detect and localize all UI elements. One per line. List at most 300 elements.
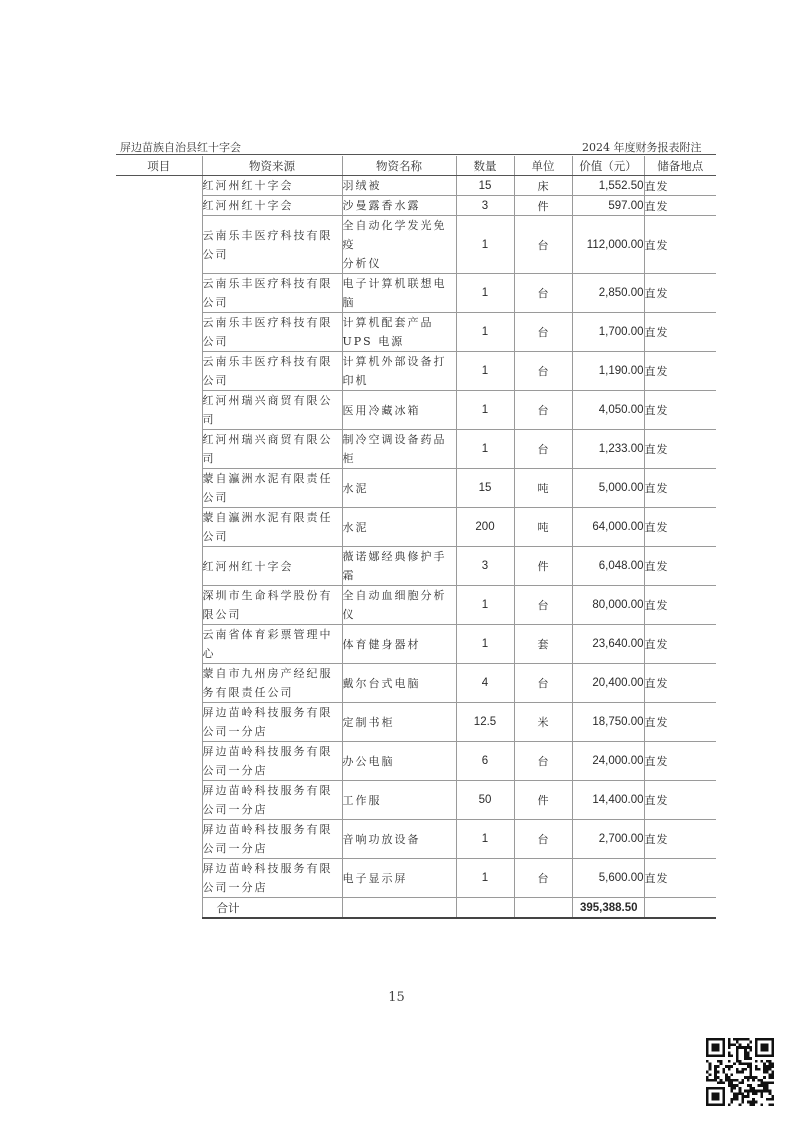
qr-module: [771, 1062, 774, 1065]
qr-module: [769, 1062, 772, 1065]
qr-module: [752, 1090, 755, 1093]
cell-line: 务有限责任公司: [202, 686, 294, 699]
qr-module: [766, 1071, 769, 1074]
qr-module: [766, 1082, 769, 1085]
total-empty-cell: [342, 898, 456, 919]
qr-module: [744, 1068, 747, 1071]
qr-module: [755, 1065, 758, 1068]
cell-line: 公司一分店: [202, 725, 268, 738]
qr-module: [744, 1095, 747, 1098]
cell-line: 公司: [202, 247, 229, 261]
item-cell: [116, 352, 202, 391]
source-cell: [202, 196, 342, 216]
quantity-cell: 1: [456, 820, 514, 859]
storage-location-cell: 直发: [644, 859, 716, 898]
quantity-cell: 1: [456, 625, 514, 664]
quantity-cell: 1: [456, 216, 514, 274]
qr-module: [714, 1071, 717, 1074]
cell-line: 云南省体育彩票管理中: [202, 628, 333, 641]
cell-line: 定制书柜: [342, 715, 395, 729]
qr-module: [766, 1098, 769, 1101]
unit-cell: 台: [514, 274, 572, 313]
qr-module: [728, 1076, 731, 1079]
cell-line: 计算机外部设备打: [342, 355, 447, 368]
cell-line: 红河州红十字会: [202, 199, 294, 212]
cell-line: 全自动化学发光免疫: [342, 219, 447, 251]
value-cell: 80,000.00: [572, 586, 644, 625]
qr-module: [711, 1043, 719, 1051]
item-cell: [116, 313, 202, 352]
unit-cell: 床: [514, 176, 572, 196]
material-name-cell: [342, 391, 456, 430]
qr-module: [744, 1090, 747, 1093]
storage-location-cell: 直发: [644, 508, 716, 547]
qr-module: [728, 1046, 731, 1049]
qr-module: [717, 1076, 720, 1079]
cell-line: 红河州红十字会: [202, 179, 294, 192]
qr-module: [733, 1062, 736, 1065]
material-name-cell: [342, 820, 456, 859]
cell-line: 云南乐丰医疗科技有限: [202, 228, 333, 242]
cell-line: UPS 电源: [342, 335, 405, 348]
cell-line: 戴尔台式电脑: [342, 676, 421, 690]
value-cell: 1,233.00: [572, 430, 644, 469]
unit-cell: 台: [514, 391, 572, 430]
table-row: [116, 586, 716, 625]
qr-module: [744, 1052, 747, 1055]
qr-module: [730, 1054, 733, 1057]
qr-module: [728, 1043, 731, 1046]
storage-location-cell: 直发: [644, 625, 716, 664]
qr-module: [728, 1068, 731, 1071]
qr-module: [728, 1082, 731, 1085]
qr-module: [739, 1060, 742, 1063]
storage-location-cell: 直发: [644, 820, 716, 859]
table-header-row: [116, 156, 716, 176]
qr-module: [760, 1103, 763, 1106]
qr-module: [717, 1071, 720, 1074]
item-cell: [116, 625, 202, 664]
cell-line: 水泥: [342, 520, 369, 534]
item-cell: [116, 703, 202, 742]
table-row: [116, 781, 716, 820]
storage-location-cell: 直发: [644, 391, 716, 430]
qr-module: [736, 1098, 739, 1101]
unit-cell: 台: [514, 664, 572, 703]
cell-line: 公司一分店: [202, 881, 268, 894]
qr-module: [758, 1079, 761, 1082]
item-cell: [116, 391, 202, 430]
total-item-cell: [116, 898, 202, 919]
table-row: [116, 352, 716, 391]
qr-module: [750, 1084, 753, 1087]
qr-module: [750, 1046, 753, 1049]
cell-line: 心: [202, 647, 216, 660]
qr-module: [730, 1065, 733, 1068]
source-cell: [202, 216, 342, 274]
cell-line: 红河州瑞兴商贸有限公: [202, 433, 333, 446]
storage-location-cell: 直发: [644, 781, 716, 820]
quantity-cell: 3: [456, 547, 514, 586]
material-name-cell: [342, 625, 456, 664]
material-name-cell: [342, 469, 456, 508]
qr-module: [706, 1054, 725, 1057]
qr-module: [747, 1038, 750, 1041]
qr-module: [760, 1082, 763, 1085]
source-cell: [202, 820, 342, 859]
column-header: 价值（元）: [572, 156, 644, 176]
qr-module: [752, 1076, 755, 1079]
cell-line: 限公司: [202, 608, 242, 621]
qr-module: [736, 1092, 739, 1095]
qr-module: [769, 1068, 772, 1071]
qr-module: [717, 1065, 720, 1068]
material-name-cell: [342, 508, 456, 547]
cell-line: 羽绒被: [342, 179, 382, 192]
header-org-name: 屏边苗族自治县红十字会: [120, 141, 241, 154]
qr-module: [771, 1038, 774, 1057]
qr-module: [741, 1071, 744, 1074]
source-cell: [202, 781, 342, 820]
qr-module: [771, 1095, 774, 1098]
table-body: [116, 176, 716, 898]
qr-module: [706, 1071, 709, 1074]
qr-module: [760, 1090, 763, 1093]
qr-module: [763, 1068, 766, 1071]
qr-module: [709, 1079, 712, 1082]
qr-module: [766, 1060, 769, 1063]
qr-module: [733, 1098, 736, 1101]
unit-cell: 件: [514, 547, 572, 586]
unit-cell: 台: [514, 430, 572, 469]
cell-line: 水泥: [342, 481, 369, 495]
cell-line: 公司一分店: [202, 803, 268, 816]
qr-module: [717, 1082, 720, 1085]
item-cell: [116, 508, 202, 547]
quantity-cell: 1: [456, 313, 514, 352]
source-cell: [202, 508, 342, 547]
qr-module: [763, 1062, 766, 1065]
qr-module: [730, 1073, 733, 1076]
qr-module: [733, 1079, 736, 1082]
total-label: 合计: [202, 898, 342, 919]
qr-module: [728, 1065, 731, 1068]
material-name-cell: [342, 274, 456, 313]
qr-module: [758, 1068, 761, 1071]
qr-module: [755, 1038, 758, 1057]
qr-module: [771, 1082, 774, 1085]
qr-module: [733, 1087, 736, 1090]
storage-location-cell: 直发: [644, 430, 716, 469]
qr-module: [747, 1043, 750, 1046]
qr-module: [747, 1062, 750, 1065]
qr-module: [739, 1062, 742, 1065]
source-cell: [202, 859, 342, 898]
table-row: [116, 508, 716, 547]
qr-module: [771, 1065, 774, 1068]
qr-module: [763, 1084, 766, 1087]
qr-module: [736, 1052, 739, 1055]
qr-module: [722, 1071, 725, 1074]
donated-materials-table: [116, 156, 716, 919]
qr-module: [725, 1073, 728, 1076]
page-number: 15: [388, 990, 405, 1005]
qr-module: [706, 1060, 709, 1063]
qr-module: [769, 1076, 772, 1079]
qr-module: [750, 1049, 753, 1052]
cell-line: 云南乐丰医疗科技有限: [202, 277, 333, 290]
table-row: [116, 274, 716, 313]
qr-module: [750, 1073, 753, 1076]
qr-module: [747, 1076, 750, 1079]
qr-module: [725, 1076, 728, 1079]
value-cell: 18,750.00: [572, 703, 644, 742]
item-cell: [116, 742, 202, 781]
qr-module: [739, 1038, 742, 1041]
qr-module: [750, 1041, 753, 1044]
qr-module: [769, 1060, 772, 1063]
table-row: [116, 859, 716, 898]
cell-line: 音响功放设备: [342, 832, 421, 846]
value-cell: 5,600.00: [572, 859, 644, 898]
source-cell: [202, 742, 342, 781]
qr-module: [736, 1095, 739, 1098]
qr-module: [747, 1101, 750, 1104]
item-cell: [116, 664, 202, 703]
unit-cell: 台: [514, 742, 572, 781]
qr-module: [744, 1057, 747, 1060]
qr-module: [750, 1057, 753, 1060]
qr-module: [720, 1079, 723, 1082]
qr-module: [766, 1090, 769, 1093]
qr-module: [750, 1062, 753, 1065]
qr-module: [755, 1101, 758, 1104]
source-cell: [202, 703, 342, 742]
qr-module: [750, 1065, 753, 1068]
qr-module: [739, 1090, 742, 1093]
qr-module: [739, 1071, 742, 1074]
qr-module: [769, 1098, 772, 1101]
qr-module: [769, 1092, 772, 1095]
cell-line: 公司: [202, 296, 229, 309]
cell-line: 制冷空调设备药品: [342, 433, 447, 446]
cell-line: 公司: [202, 374, 229, 387]
qr-module: [722, 1038, 725, 1057]
table-row: [116, 820, 716, 859]
qr-module: [750, 1068, 753, 1071]
qr-module: [739, 1046, 742, 1049]
unit-cell: 台: [514, 820, 572, 859]
qr-module: [747, 1057, 750, 1060]
qr-module: [736, 1057, 739, 1060]
qr-module: [755, 1076, 758, 1079]
storage-location-cell: 直发: [644, 313, 716, 352]
total-empty-cell: [456, 898, 514, 919]
qr-module: [766, 1087, 769, 1090]
quantity-cell: 15: [456, 176, 514, 196]
qr-module: [733, 1095, 736, 1098]
qr-module: [739, 1087, 742, 1090]
qr-module: [730, 1079, 733, 1082]
qr-module: [771, 1098, 774, 1101]
value-cell: 2,850.00: [572, 274, 644, 313]
cell-line: 公司: [202, 335, 229, 348]
quantity-cell: 1: [456, 586, 514, 625]
table-row: [116, 547, 716, 586]
item-cell: [116, 820, 202, 859]
cell-line: 沙曼露香水露: [342, 199, 421, 212]
qr-module: [771, 1071, 774, 1074]
total-empty-cell: [514, 898, 572, 919]
qr-module: [709, 1068, 712, 1071]
qr-module: [758, 1090, 761, 1093]
qr-module: [755, 1054, 774, 1057]
qr-module: [728, 1052, 731, 1055]
qr-module: [771, 1076, 774, 1079]
qr-module: [755, 1060, 758, 1063]
column-header: 数量: [456, 156, 514, 176]
total-value: 395,388.50: [572, 898, 644, 919]
qr-module: [709, 1073, 712, 1076]
unit-cell: 台: [514, 352, 572, 391]
qr-module: [750, 1071, 753, 1074]
qr-module: [733, 1092, 736, 1095]
header-report-title: 2024 年度财务报表附注: [582, 141, 702, 154]
qr-module: [725, 1079, 728, 1082]
column-header: 单位: [514, 156, 572, 176]
qr-module: [741, 1046, 744, 1049]
cell-line: 分析仪: [342, 257, 382, 270]
qr-module: [711, 1079, 714, 1082]
qr-module: [733, 1043, 736, 1046]
qr-module: [730, 1090, 733, 1093]
item-cell: [116, 586, 202, 625]
cell-line: 工作服: [342, 793, 382, 807]
qr-module: [728, 1054, 731, 1057]
source-cell: [202, 391, 342, 430]
source-cell: [202, 586, 342, 625]
qr-module: [714, 1065, 717, 1068]
unit-cell: 件: [514, 196, 572, 216]
column-header: 储备地点: [644, 156, 716, 176]
cell-line: 霜: [342, 569, 356, 582]
source-cell: [202, 430, 342, 469]
qr-module: [755, 1090, 758, 1093]
qr-module: [752, 1101, 755, 1104]
table-row: [116, 391, 716, 430]
quantity-cell: 1: [456, 859, 514, 898]
qr-module: [760, 1092, 763, 1095]
table-row: [116, 216, 716, 274]
qr-module: [739, 1092, 742, 1095]
qr-module: [760, 1079, 763, 1082]
qr-module: [730, 1098, 733, 1101]
material-name-cell: [342, 313, 456, 352]
cell-line: 云南乐丰医疗科技有限: [202, 355, 333, 368]
cell-line: 电子计算机联想电: [342, 277, 447, 290]
qr-module: [728, 1038, 731, 1041]
qr-module: [736, 1068, 739, 1071]
cell-line: 电子显示屏: [342, 871, 408, 885]
storage-location-cell: 直发: [644, 664, 716, 703]
qr-module: [722, 1087, 725, 1106]
cell-line: 柜: [342, 452, 356, 465]
table-row: [116, 430, 716, 469]
cell-line: 云南乐丰医疗科技有限: [202, 316, 333, 329]
qr-module: [750, 1090, 753, 1093]
qr-module: [763, 1071, 766, 1074]
qr-module: [725, 1065, 728, 1068]
qr-module: [706, 1038, 725, 1041]
cell-line: 蒙自瀛洲水泥有限责任: [202, 472, 333, 485]
storage-location-cell: 直发: [644, 586, 716, 625]
qr-module: [741, 1038, 744, 1041]
material-name-cell: [342, 586, 456, 625]
cell-line: 公司一分店: [202, 764, 268, 777]
table-row: [116, 625, 716, 664]
material-name-cell: [342, 216, 456, 274]
quantity-cell: 6: [456, 742, 514, 781]
qr-module: [750, 1101, 753, 1104]
qr-module: [739, 1082, 742, 1085]
cell-line: 全自动血细胞分析: [342, 589, 447, 602]
qr-module: [769, 1065, 772, 1068]
storage-location-cell: 直发: [644, 742, 716, 781]
table-row: [116, 313, 716, 352]
qr-module: [744, 1062, 747, 1065]
qr-module: [763, 1087, 766, 1090]
quantity-cell: 1: [456, 391, 514, 430]
cell-line: 屏边苗岭科技服务有限: [202, 784, 333, 797]
cell-line: 司: [202, 452, 216, 465]
qr-module: [736, 1038, 739, 1041]
quantity-cell: 4: [456, 664, 514, 703]
qr-module: [706, 1087, 725, 1090]
cell-line: 脑: [342, 296, 356, 309]
unit-cell: 吨: [514, 469, 572, 508]
qr-module: [750, 1076, 753, 1079]
qr-module: [730, 1082, 733, 1085]
qr-module: [747, 1084, 750, 1087]
cell-line: 屏边苗岭科技服务有限: [202, 745, 333, 758]
source-cell: [202, 664, 342, 703]
table-row: [116, 196, 716, 216]
storage-location-cell: 直发: [644, 196, 716, 216]
cell-line: 公司: [202, 530, 229, 543]
table-row: [116, 742, 716, 781]
qr-module: [706, 1038, 709, 1057]
cell-line: 蒙自市九州房产经纪服: [202, 667, 333, 680]
unit-cell: 台: [514, 313, 572, 352]
qr-module: [733, 1038, 736, 1041]
source-cell: [202, 313, 342, 352]
qr-module: [736, 1060, 739, 1063]
qr-module: [752, 1103, 755, 1106]
qr-module: [752, 1087, 755, 1090]
cell-line: 计算机配套产品: [342, 316, 434, 329]
qr-module: [714, 1073, 717, 1076]
qr-module: [741, 1079, 744, 1082]
qr-module: [741, 1101, 744, 1104]
source-cell: [202, 352, 342, 391]
qr-module: [763, 1076, 766, 1079]
qr-module: [755, 1092, 758, 1095]
qr-module: [739, 1043, 742, 1046]
storage-location-cell: 直发: [644, 274, 716, 313]
qr-code: [706, 1038, 774, 1106]
qr-module: [730, 1087, 733, 1090]
qr-module: [747, 1092, 750, 1095]
